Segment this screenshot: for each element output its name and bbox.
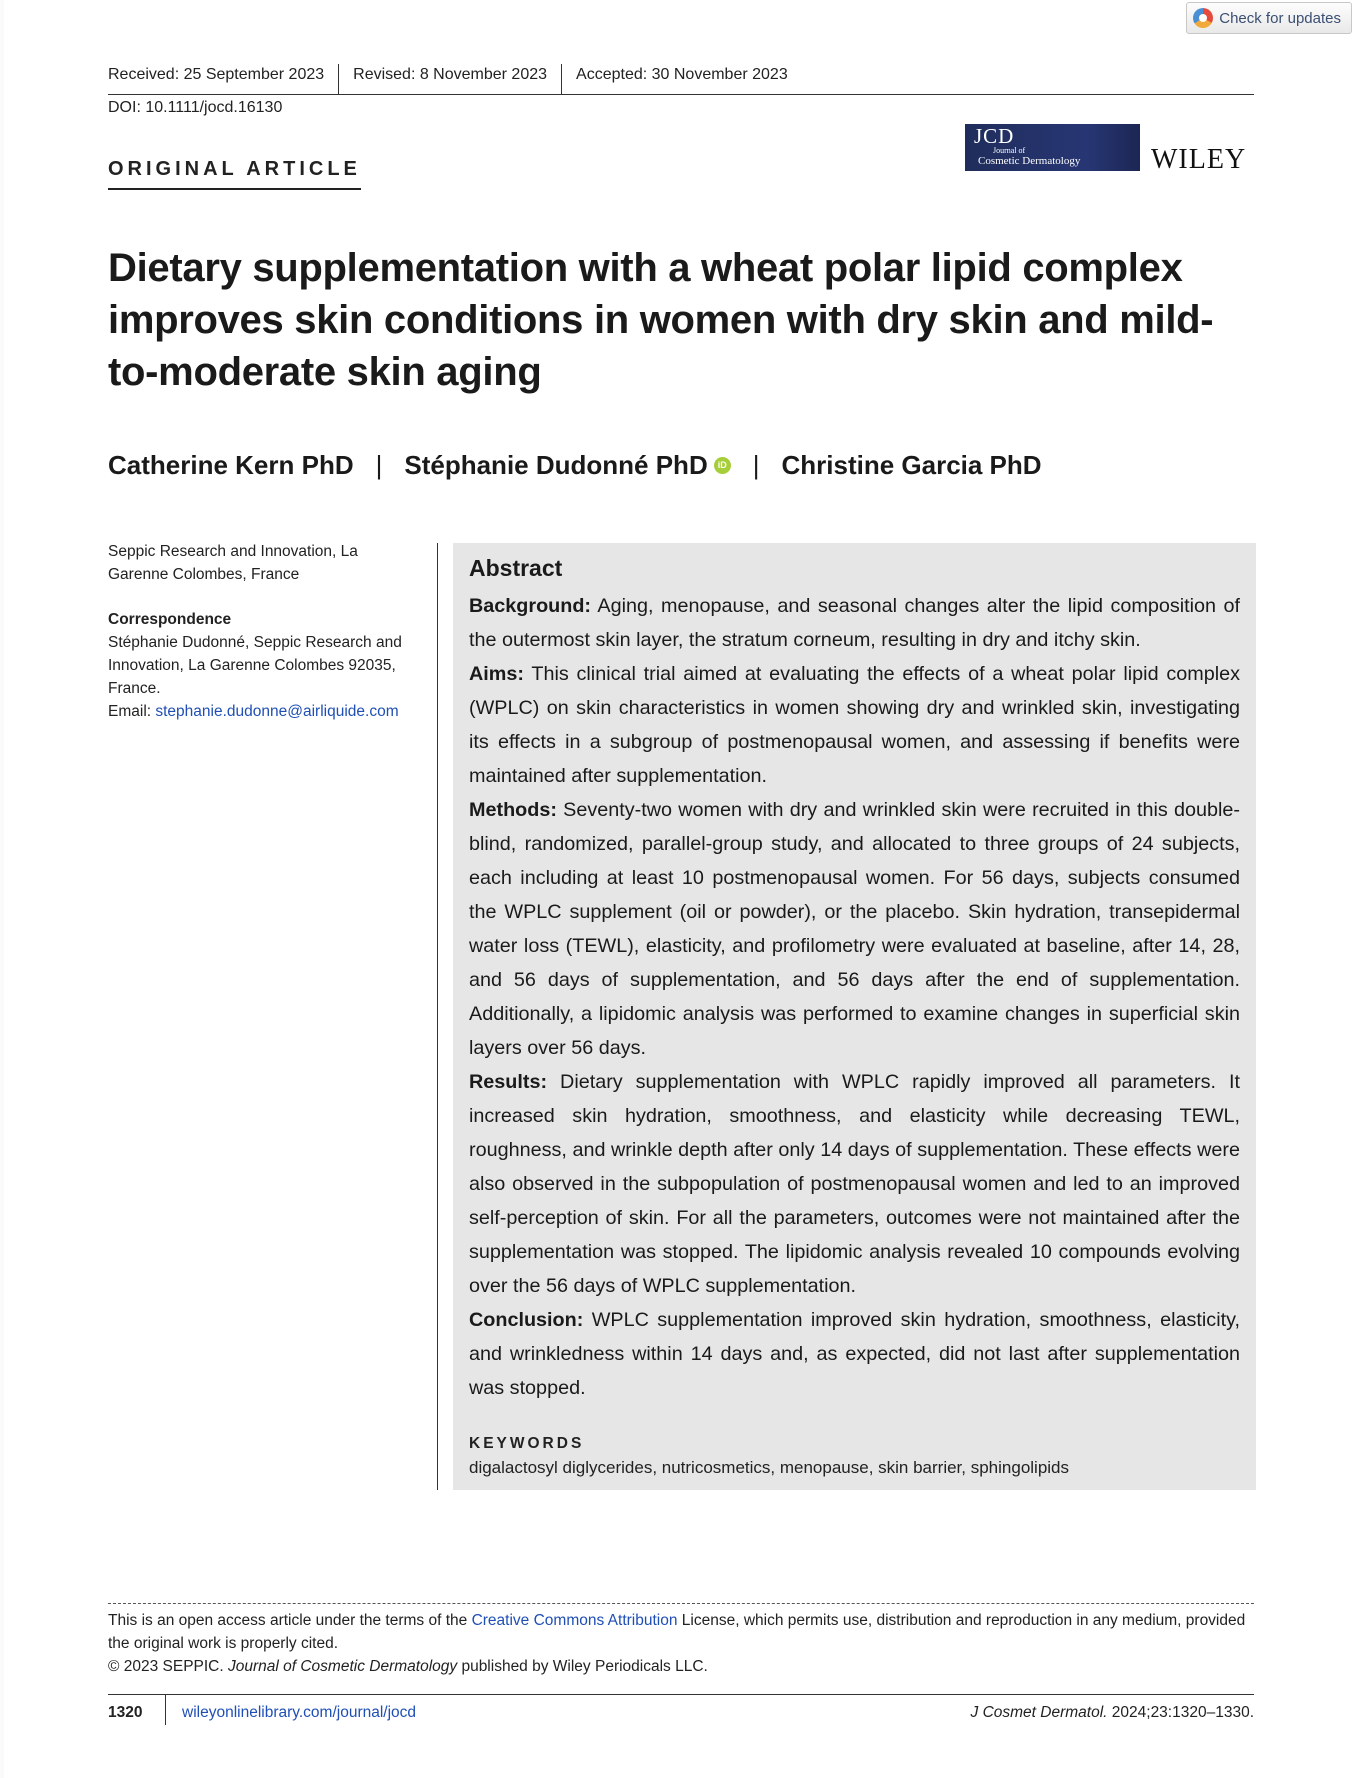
abstract-section — [469, 793, 1240, 1065]
correspondence-heading: Correspondence — [108, 611, 232, 628]
license-text — [108, 1609, 1258, 1655]
author-name[interactable]: Christine Garcia PhD — [781, 450, 1042, 480]
publisher-logo[interactable]: WILEY — [1151, 144, 1247, 175]
abstract-section — [469, 1065, 1240, 1303]
crossmark-icon — [1193, 8, 1213, 28]
abstract-section — [469, 589, 1240, 657]
keywords-heading: KEYWORDS — [469, 1435, 585, 1452]
citation-journal: J Cosmet Dermatol. — [970, 1704, 1108, 1721]
journal-url-link[interactable]: wileyonlinelibrary.com/journal/jocd — [182, 1704, 417, 1721]
keywords-list: digalactosyl diglycerides, nutricosmetics, menopause, skin barrier, sphingolipids — [469, 1458, 1070, 1477]
affiliation: Seppic Research and Innovation, La Garenne Colombes, France — [108, 543, 358, 583]
author-separator: | — [375, 450, 383, 480]
license-notice — [108, 1609, 1258, 1678]
abstract-section-label: Results: — [469, 1071, 548, 1093]
author-list — [108, 450, 1042, 481]
article-type: ORIGINAL ARTICLE — [108, 158, 361, 190]
accepted-date: Accepted: 30 November 2023 — [561, 64, 802, 94]
abstract-section-label: Conclusion: — [469, 1309, 584, 1331]
email-link[interactable]: stephanie.dudonne@airliquide.com — [155, 703, 399, 720]
abstract-section-text: Aging, menopause, and seasonal changes alter the lipid composition of the outermost skin layer, the stratum corneum, resulting in dry and itchy skin. — [469, 595, 1240, 651]
received-date: Received: 25 September 2023 — [108, 66, 325, 83]
journal-logo[interactable] — [965, 124, 1140, 171]
email-label: Email: — [108, 703, 156, 720]
journal-logo-abbr: JCD — [974, 124, 1015, 148]
abstract-section-text: WPLC supplementation improved skin hydration, smoothness, elasticity, and wrinkledness within 14 days and, as expected, did not last after supplementation was stopped. — [469, 1309, 1240, 1399]
affiliation-column — [108, 540, 420, 723]
article-history — [108, 64, 1254, 95]
author-name[interactable]: Stéphanie Dudonné PhD — [404, 450, 708, 480]
check-for-updates-button[interactable] — [1186, 2, 1352, 34]
copyright-text — [108, 1655, 1258, 1678]
journal-logo-line1: Journal of — [993, 146, 1026, 155]
orcid-icon[interactable]: iD — [714, 457, 731, 474]
abstract-section-label: Methods: — [469, 799, 557, 821]
abstract-section-text: Seventy-two women with dry and wrinkled skin were recruited in this double-blind, randomized, parallel-group study, and allocated to three groups of 24 subjects, each including at least 10 postmenopausal women. For 56 days, subjects consumed the WPLC supplement (oil or powder), or the placebo. Skin hydration, transepidermal water loss (TEWL), elasticity, and profilometry were evaluated at baseline, after 14, 28, and 56 days of supplementation, and 56 days after the end of supplementation. Additionally, a lipidomic analysis was performed to examine changes in superficial skin layers over 56 days. — [469, 799, 1240, 1059]
abstract-section-text: This clinical trial aimed at evaluating the effects of a wheat polar lipid complex (WPLC) on skin characteristics in women showing dry and wrinkled skin, investigating its effects in a subgroup of postmenopausal women, and assessing if benefits were maintained after supplementation. — [469, 663, 1240, 787]
abstract-section-text: Dietary supplementation with WPLC rapidly improved all parameters. It increased skin hydration, smoothness, and elasticity while decreasing TEWL, roughness, and wrinkle depth after only 14 days of supplementation. These effects were also observed in the subpopulation of postmenopausal women and led to an improved self-perception of skin. For all the parameters, outcomes were not maintained after the supplementation was stopped. The lipidomic analysis revealed 10 compounds evolving over the 56 days of WPLC supplementation. — [469, 1071, 1240, 1297]
revised-date: Revised: 8 November 2023 — [338, 64, 561, 94]
abstract-section — [469, 1303, 1240, 1405]
abstract-section-label: Background: — [469, 595, 591, 617]
footnote-divider — [108, 1603, 1254, 1604]
abstract-box — [453, 543, 1256, 1490]
copyright-journal: Journal of Cosmetic Dermatology — [227, 1658, 458, 1675]
copyright-post: published by Wiley Periodicals LLC. — [457, 1658, 708, 1675]
license-post: License, which permits use, distribution and reproduction in any medium, provided the original work is properly cited. — [108, 1612, 1246, 1652]
column-divider — [437, 543, 438, 1490]
page-number: 1320 — [108, 1704, 143, 1721]
page-footer — [108, 1694, 1254, 1725]
article-page — [4, 0, 1356, 1778]
abstract-section — [469, 657, 1240, 793]
check-for-updates-label: Check for updates — [1219, 9, 1341, 27]
abstract-heading: Abstract — [469, 555, 563, 581]
abstract-body — [469, 589, 1240, 1405]
author-separator: | — [752, 450, 760, 480]
license-pre: This is an open access article under the terms of the — [108, 1612, 472, 1629]
abstract-section-label: Aims: — [469, 663, 524, 685]
license-link[interactable]: Creative Commons Attribution — [471, 1612, 678, 1629]
doi: DOI: 10.1111/jocd.16130 — [108, 99, 283, 116]
correspondence-email-line — [108, 700, 420, 723]
footer-divider — [165, 1695, 166, 1725]
citation-rest: 2024;23:1320–1330. — [1107, 1704, 1254, 1721]
article-title: Dietary supplementation with a wheat polar lipid complex improves skin conditions in women with dry skin and mild-to-moderate skin aging — [108, 246, 1214, 394]
citation — [971, 1704, 1254, 1722]
correspondence-text: Stéphanie Dudonné, Seppic Research and Innovation, La Garenne Colombes 92035, France. — [108, 634, 402, 697]
copyright-pre: © 2023 SEPPIC. — [108, 1658, 228, 1675]
author-name[interactable]: Catherine Kern PhD — [108, 450, 354, 480]
journal-logo-line2: Cosmetic Dermatology — [978, 155, 1081, 167]
